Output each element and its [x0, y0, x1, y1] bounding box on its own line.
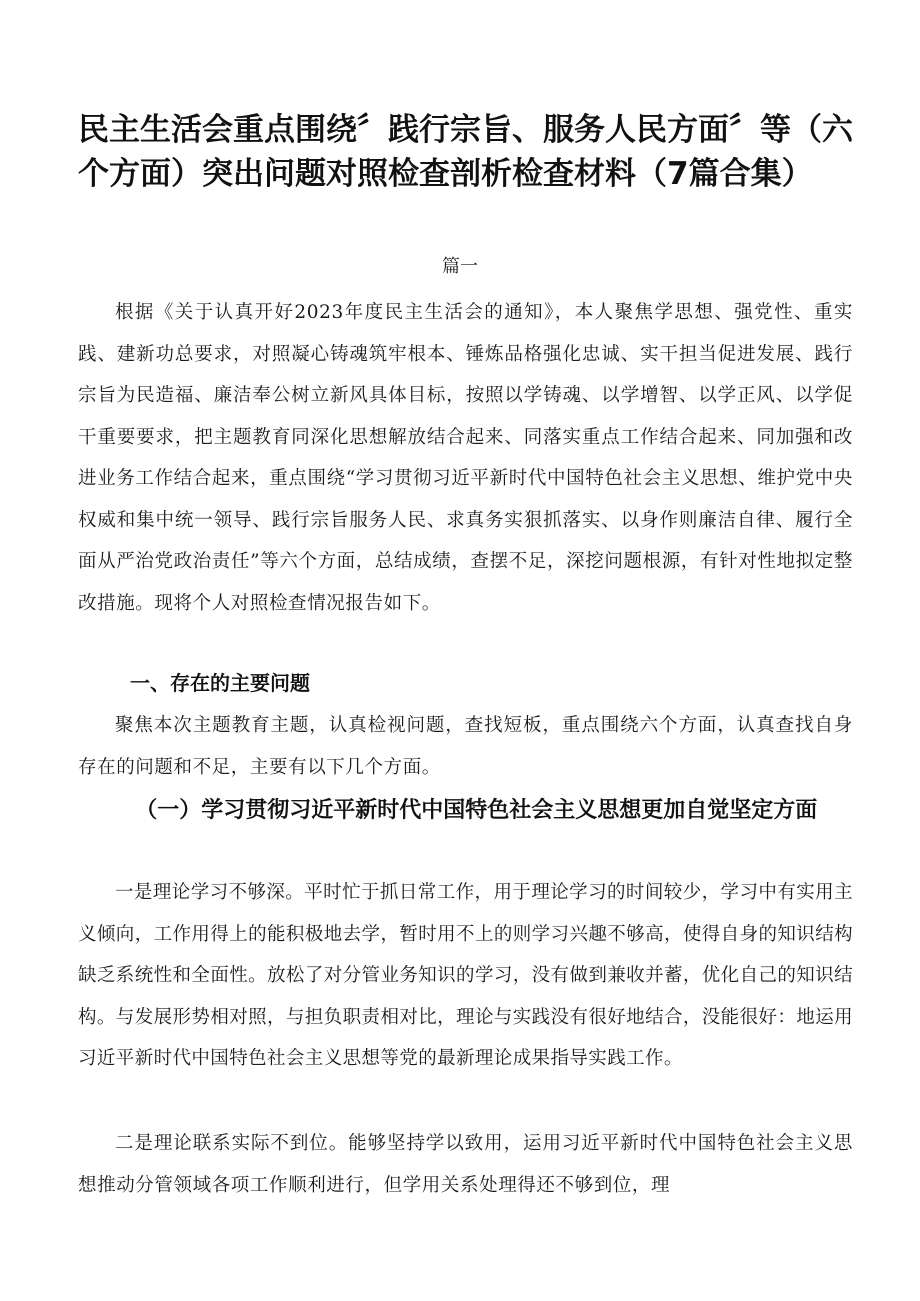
intro-paragraph: 根据《关于认真开好2023年度民主生活会的通知》，本人聚焦学思想、强党性、重实践、建新功总要求，对照凝心铸魂筑牢根本、锤炼品格强化忠诚、实干担当促进发展、践行宗旨为民造福、廉洁奉公树立新风具体目标，按照以学铸魂、以学增智、以学正风、以学促干重要要求，把主题教育同深化思想解放结合起来、同落实重点工作结合起来、同加强和改进业务工作结合起来，重点围绕“学习贯彻习近平新时代中国特色社会主义思想、维护党中央权威和集中统一领导、践行宗旨服务人民、求真务实狠抓落实、以身作则廉洁自律、履行全面从严治党政治责任”等六个方面，总结成绩，查摆不足，深挖问题根源，有针对性地拟定整改措施。现将个人对照检查情况报告如下。 [78, 302, 853, 614]
point-one-paragraph: 一是理论学习不够深。平时忙于抓日常工作，用于理论学习的时间较少，学习中有实用主义倾向，工作用得上的能积极地去学，暂时用不上的则学习兴趣不够高，使得自身的知识结构缺乏系统性和全面性。放松了对分管业务知识的学习，没有做到兼收并蓄，优化自己的知识结构。与发展形势相对照，与担负职责相对比，理论与实践没有很好地结合，没能很好：地运用习近平新时代中国特色社会主义思想等党的最新理论成果指导实践工作。 [78, 882, 853, 1069]
section-label: 篇一 [442, 256, 478, 277]
issues-intro-paragraph: 聚焦本次主题教育主题，认真检视问题，查找短板，重点围绕六个方面，认真查找自身存在的问题和不足，主要有以下几个方面。 [78, 715, 853, 778]
document-title: 民主生活会重点围绕〞践行宗旨、服务人民方面〞等（六个方面）突出问题对照检查剖析检查材料（7篇合集） [78, 112, 853, 192]
point-two-paragraph: 二是理论联系实际不到位。能够坚持学以致用，运用习近平新时代中国特色社会主义思想推动分管领域各项工作顺利进行，但学用关系处理得还不够到位，理 [78, 1133, 853, 1196]
heading-subsection-one: （一）学习贯彻习近平新时代中国特色社会主义思想更加自觉坚定方面 [135, 798, 818, 823]
heading-main-issues: 一、存在的主要问题 [130, 671, 310, 695]
